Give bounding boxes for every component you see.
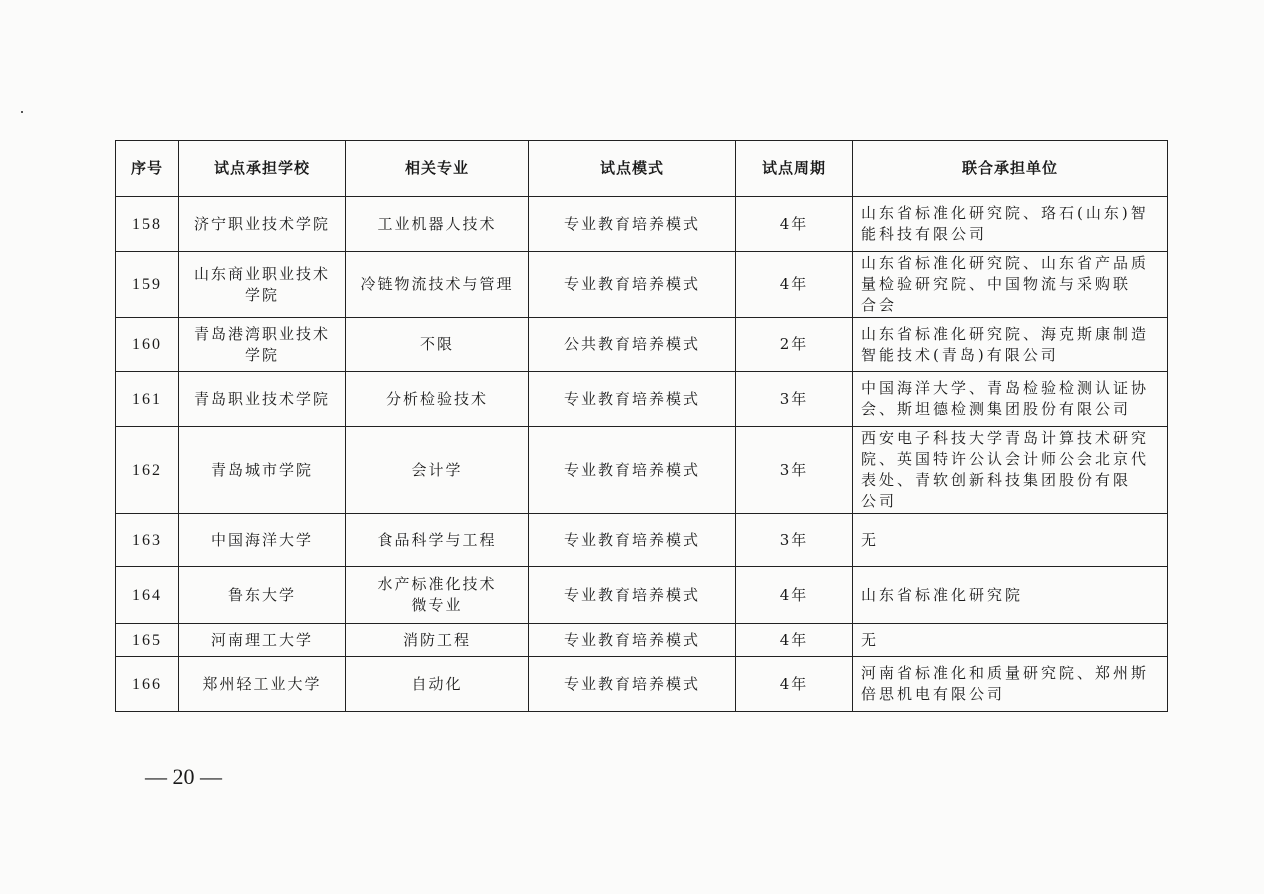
table-row — [116, 197, 1168, 252]
cell-school: 山东商业职业技术 学院 — [179, 252, 346, 318]
cell-mode: 专业教育培养模式 — [529, 514, 736, 567]
cell-index: 162 — [116, 427, 179, 514]
cell-index: 160 — [116, 318, 179, 372]
cell-school: 青岛职业技术学院 — [179, 372, 346, 427]
cell-mode: 专业教育培养模式 — [529, 567, 736, 624]
cell-partners: 山东省标准化研究院、海克斯康制造 智能技术(青岛)有限公司 — [853, 318, 1168, 372]
cell-period: 3年 — [736, 372, 853, 427]
cell-school: 青岛城市学院 — [179, 427, 346, 514]
cell-major: 不限 — [346, 318, 529, 372]
cell-school: 济宁职业技术学院 — [179, 197, 346, 252]
cell-index: 165 — [116, 624, 179, 657]
cell-major: 分析检验技术 — [346, 372, 529, 427]
cell-partners: 无 — [853, 624, 1168, 657]
cell-period: 2年 — [736, 318, 853, 372]
cell-partners: 无 — [853, 514, 1168, 567]
table-row — [116, 624, 1168, 657]
table-row — [116, 427, 1168, 514]
cell-index: 161 — [116, 372, 179, 427]
cell-mode: 专业教育培养模式 — [529, 657, 736, 712]
table-row — [116, 567, 1168, 624]
cell-period: 4年 — [736, 624, 853, 657]
cell-period: 4年 — [736, 657, 853, 712]
cell-major: 水产标准化技术 微专业 — [346, 567, 529, 624]
pilot-table — [115, 140, 1168, 712]
column-header-mode: 试点模式 — [529, 141, 736, 197]
cell-mode: 专业教育培养模式 — [529, 624, 736, 657]
cell-partners: 西安电子科技大学青岛计算技术研究 院、英国特许公认会计师公会北京代 表处、青软创新科技集团股份有限 公司 — [853, 427, 1168, 514]
table-header-row — [116, 141, 1168, 197]
column-header-index: 序号 — [116, 141, 179, 197]
column-header-school: 试点承担学校 — [179, 141, 346, 197]
cell-mode: 专业教育培养模式 — [529, 372, 736, 427]
cell-school: 郑州轻工业大学 — [179, 657, 346, 712]
cell-index: 159 — [116, 252, 179, 318]
cell-index: 158 — [116, 197, 179, 252]
cell-index: 164 — [116, 567, 179, 624]
cell-period: 4年 — [736, 252, 853, 318]
cell-period: 3年 — [736, 427, 853, 514]
table-row — [116, 657, 1168, 712]
cell-partners: 山东省标准化研究院、珞石(山东)智 能科技有限公司 — [853, 197, 1168, 252]
cell-partners: 山东省标准化研究院 — [853, 567, 1168, 624]
table-row — [116, 318, 1168, 372]
cell-partners: 中国海洋大学、青岛检验检测认证协 会、斯坦德检测集团股份有限公司 — [853, 372, 1168, 427]
cell-partners: 河南省标准化和质量研究院、郑州斯 倍思机电有限公司 — [853, 657, 1168, 712]
cell-mode: 专业教育培养模式 — [529, 197, 736, 252]
cell-major: 冷链物流技术与管理 — [346, 252, 529, 318]
cell-major: 会计学 — [346, 427, 529, 514]
table-row — [116, 252, 1168, 318]
table-row — [116, 514, 1168, 567]
column-header-major: 相关专业 — [346, 141, 529, 197]
cell-major: 工业机器人技术 — [346, 197, 529, 252]
cell-major: 消防工程 — [346, 624, 529, 657]
cell-period: 3年 — [736, 514, 853, 567]
cell-period: 4年 — [736, 567, 853, 624]
cell-major: 食品科学与工程 — [346, 514, 529, 567]
cell-school: 河南理工大学 — [179, 624, 346, 657]
cell-index: 163 — [116, 514, 179, 567]
cell-school: 青岛港湾职业技术 学院 — [179, 318, 346, 372]
scan-speck — [21, 111, 23, 113]
column-header-period: 试点周期 — [736, 141, 853, 197]
page-number: — 20 — — [145, 764, 222, 789]
cell-partners: 山东省标准化研究院、山东省产品质 量检验研究院、中国物流与采购联 合会 — [853, 252, 1168, 318]
cell-period: 4年 — [736, 197, 853, 252]
cell-mode: 公共教育培养模式 — [529, 318, 736, 372]
cell-school: 中国海洋大学 — [179, 514, 346, 567]
column-header-partners: 联合承担单位 — [853, 141, 1168, 197]
table-row — [116, 372, 1168, 427]
cell-school: 鲁东大学 — [179, 567, 346, 624]
cell-mode: 专业教育培养模式 — [529, 252, 736, 318]
cell-index: 166 — [116, 657, 179, 712]
cell-mode: 专业教育培养模式 — [529, 427, 736, 514]
cell-major: 自动化 — [346, 657, 529, 712]
